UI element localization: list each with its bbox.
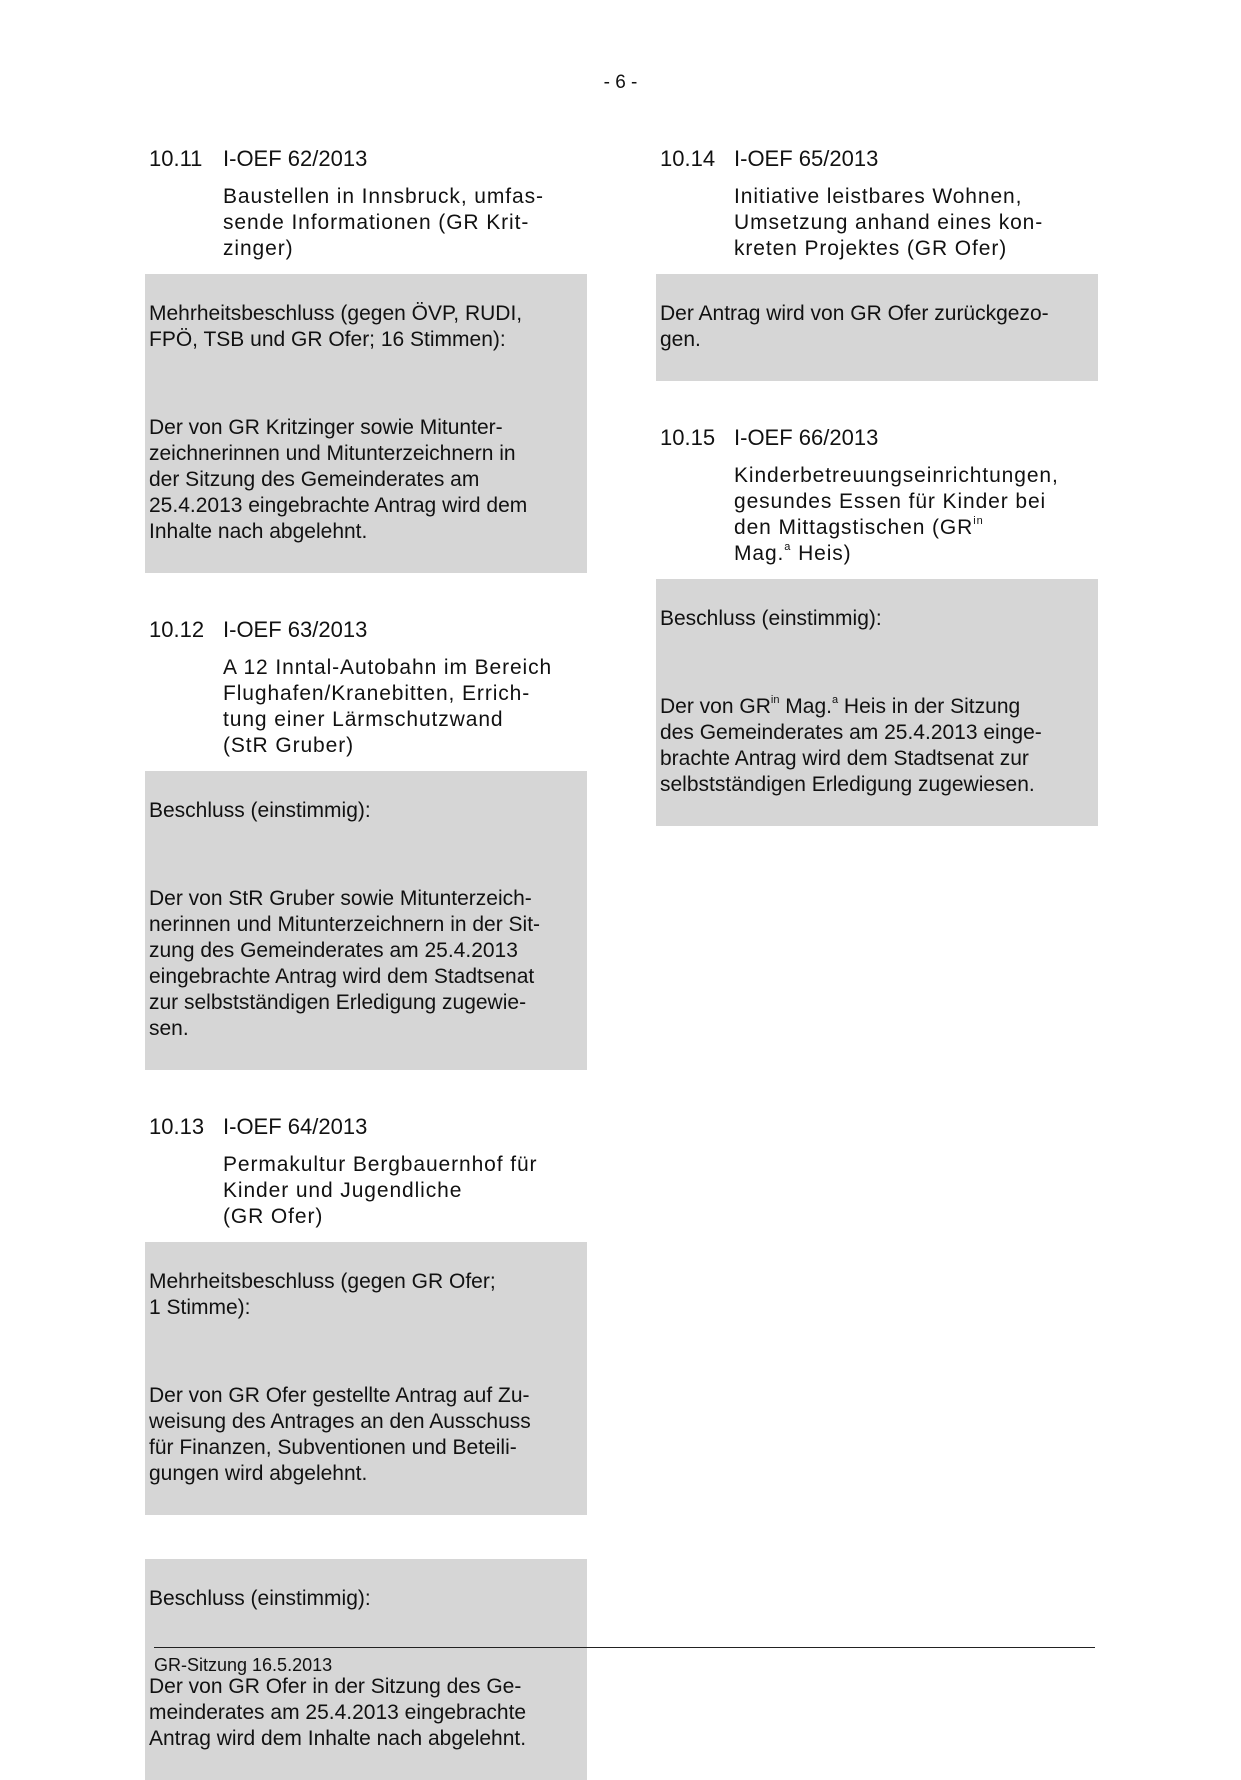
item-code: I-OEF 64/2013 <box>223 1114 368 1139</box>
decision-text: Der von GR Ofer gestellte Antrag auf Zu- weisung des Antrages an den Ausschuss für Finanzen, Subventionen und Beteili- gungen wird abgelehnt. <box>149 1384 531 1485</box>
item-title: Initiative leistbares Wohnen, Umsetzung anhand eines kon- kreten Projektes (GR Ofer) <box>734 185 1044 260</box>
superscript: in <box>770 694 780 706</box>
footer-text: GR-Sitzung 16.5.2013 <box>154 1655 333 1675</box>
title-text: Mag. <box>734 542 785 565</box>
page-number: - 6 - <box>603 72 638 93</box>
agenda-item-10-11 <box>145 146 587 573</box>
footer-divider <box>154 1647 1095 1648</box>
text-part: Der von GR <box>660 695 771 718</box>
item-code: I-OEF 63/2013 <box>223 617 368 642</box>
decision-text: Der von GR Ofer in der Sitzung des Ge- meinderates am 25.4.2013 eingebrachte Antrag wird dem Inhalte nach abgelehnt. <box>149 1675 527 1750</box>
decision-box <box>145 1242 587 1515</box>
title-line: gesundes Essen für Kinder bei <box>734 490 1047 513</box>
superscript: a <box>784 541 792 553</box>
item-number: 10.14 <box>660 146 716 171</box>
agenda-item-10-15 <box>656 425 1098 826</box>
agenda-item-10-14 <box>656 146 1098 381</box>
item-number: 10.12 <box>149 617 205 642</box>
decision-label: Mehrheitsbeschluss (gegen ÖVP, RUDI, FPÖ, TSB und GR Ofer; 16 Stimmen): <box>149 302 523 351</box>
superscript: a <box>831 694 839 706</box>
decision-text: Der von StR Gruber sowie Mitunterzeich- nerinnen und Mitunterzeichnern in der Sit- zung des Gemeinderates am 25.4.2013 eingebrachte Antrag wird dem Stadtsenat zur selbstständigen Erledigung zugewie- sen. <box>149 887 541 1040</box>
decision-text <box>660 694 1094 798</box>
item-heading <box>145 146 587 172</box>
item-title: A 12 Inntal-Autobahn im Bereich Flughafen/Kranebitten, Errich- tung einer Lärmschutzwand (StR Gruber) <box>223 656 553 757</box>
item-number: 10.11 <box>149 146 203 171</box>
item-heading <box>145 617 587 643</box>
item-heading <box>656 146 1098 172</box>
superscript: in <box>973 515 984 527</box>
decision-box <box>145 274 587 573</box>
title-text: den Mittagstischen (GR <box>734 516 974 539</box>
decision-label: Mehrheitsbeschluss (gegen GR Ofer; 1 Stimme): <box>149 1270 496 1319</box>
right-column <box>656 146 1098 826</box>
text-part: Heis in der Sitzung des Gemeinderates am 25.4.2013 einge- brachte Antrag wird dem Stadtsenat zur selbstständigen Erledigung zugewiesen. <box>660 695 1042 796</box>
decision-text: Der von GR Kritzinger sowie Mitunter- zeichnerinnen und Mitunterzeichnern in der Sitzung des Gemeinderates am 25.4.2013 eingebrachte Antrag wird dem Inhalte nach abgelehnt. <box>149 416 528 543</box>
left-column <box>145 146 587 1780</box>
text-part: Mag. <box>779 695 832 718</box>
item-number: 10.15 <box>660 425 716 450</box>
item-number: 10.13 <box>149 1114 205 1139</box>
title-line <box>734 541 1094 567</box>
agenda-item-10-12 <box>145 617 587 1070</box>
decision-box <box>656 274 1098 381</box>
decision-text: Der Antrag wird von GR Ofer zurückgezo- gen. <box>660 302 1049 351</box>
decision-box <box>145 771 587 1070</box>
item-code: I-OEF 66/2013 <box>734 425 879 450</box>
decision-label: Beschluss (einstimmig): <box>149 1587 371 1610</box>
item-code: I-OEF 65/2013 <box>734 146 879 171</box>
decision-label: Beschluss (einstimmig): <box>149 799 371 822</box>
item-title: Baustellen in Innsbruck, umfas- sende Informationen (GR Krit- zinger) <box>223 185 544 260</box>
decision-box <box>656 579 1098 826</box>
decision-label: Beschluss (einstimmig): <box>660 607 882 630</box>
item-heading <box>656 425 1098 451</box>
item-code: I-OEF 62/2013 <box>223 146 368 171</box>
item-heading <box>145 1114 587 1140</box>
item-title <box>734 463 1094 567</box>
title-text: Heis) <box>791 542 852 565</box>
title-line: Kinderbetreuungseinrichtungen, <box>734 464 1059 487</box>
item-title: Permakultur Bergbauernhof für Kinder und Jugendliche (GR Ofer) <box>223 1153 538 1228</box>
agenda-item-10-13 <box>145 1114 587 1780</box>
title-line <box>734 515 1094 541</box>
